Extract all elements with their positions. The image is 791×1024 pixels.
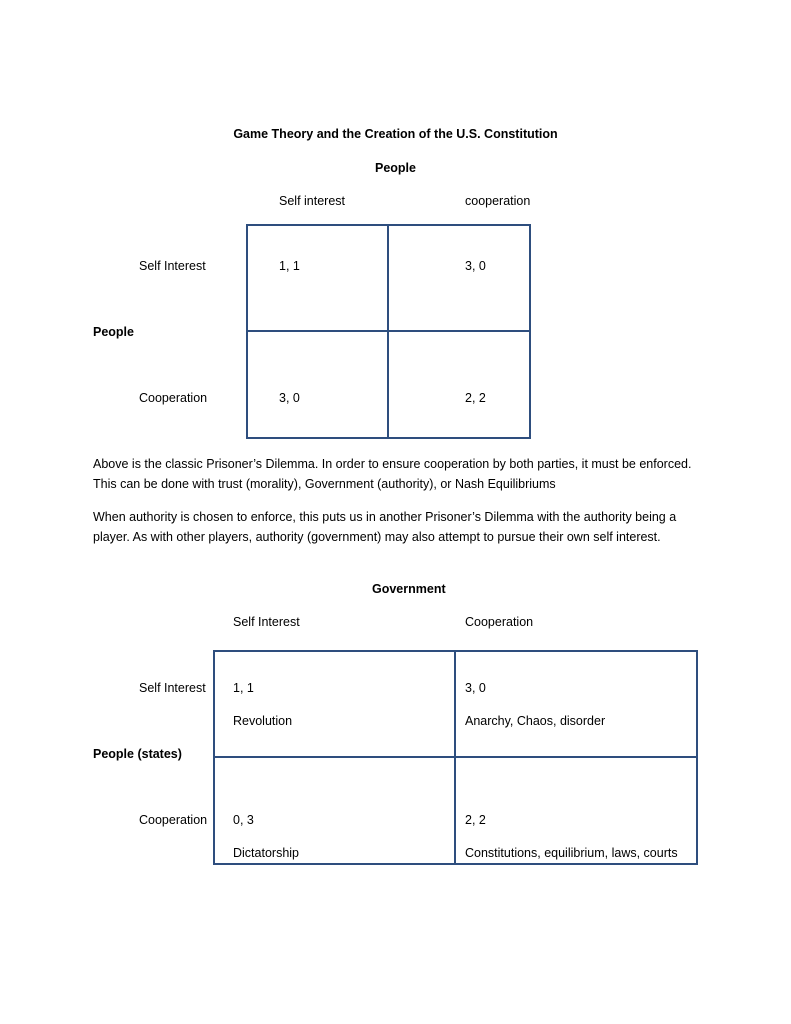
matrix2-cell-label: Dictatorship — [233, 846, 299, 860]
matrix1-row-header-self-interest: Self Interest — [139, 259, 206, 273]
matrix2-row-header-self-interest: Self Interest — [139, 681, 206, 695]
matrix2-horizontal-divider — [213, 756, 698, 758]
matrix2-cell-label: Revolution — [233, 714, 293, 728]
paragraph-prisoners-dilemma: Above is the classic Prisoner’s Dilemma. In order to ensure cooperation by both parties, it must be enforced. This can be done with trust (morality), Government (authority), or Nash Equilibriums — [93, 457, 692, 491]
matrix2-column-player: Government — [372, 582, 446, 596]
matrix2-cell-payoff: 0, 3 — [233, 813, 254, 827]
matrix2-row-player: People (states) — [93, 747, 182, 761]
matrix1-cell-payoff: 2, 2 — [465, 391, 486, 405]
paragraph-authority: When authority is chosen to enforce, this puts us in another Prisoner’s Dilemma with the authority being a player. As with other players, authority (government) may also attempt to pursue their own self interest. — [93, 510, 677, 544]
matrix2-cell-label: Constitutions, equilibrium, laws, courts — [465, 846, 678, 860]
matrix1-row-header-cooperation: Cooperation — [139, 391, 208, 405]
matrix2-cell-label: Anarchy, Chaos, disorder — [465, 714, 606, 728]
page-title: Game Theory and the Creation of the U.S. Constitution — [233, 127, 558, 141]
matrix1-row-player: People — [93, 325, 134, 339]
matrix1-col-header-self-interest: Self interest — [279, 194, 346, 208]
matrix2-col-header-self-interest: Self Interest — [233, 615, 300, 629]
matrix2-row-header-cooperation: Cooperation — [139, 813, 208, 827]
matrix1-cell-payoff: 3, 0 — [465, 259, 486, 273]
matrix1-cell-payoff: 3, 0 — [279, 391, 300, 405]
matrix1-col-header-cooperation: cooperation — [465, 194, 531, 208]
matrix2-col-header-cooperation: Cooperation — [465, 615, 534, 629]
matrix1-horizontal-divider — [246, 330, 531, 332]
matrix2-cell-payoff: 3, 0 — [465, 681, 486, 695]
matrix2-cell-payoff: 2, 2 — [465, 813, 486, 827]
matrix1-cell-payoff: 1, 1 — [279, 259, 300, 273]
matrix1-column-player: People — [375, 161, 416, 175]
matrix2-cell-payoff: 1, 1 — [233, 681, 254, 695]
